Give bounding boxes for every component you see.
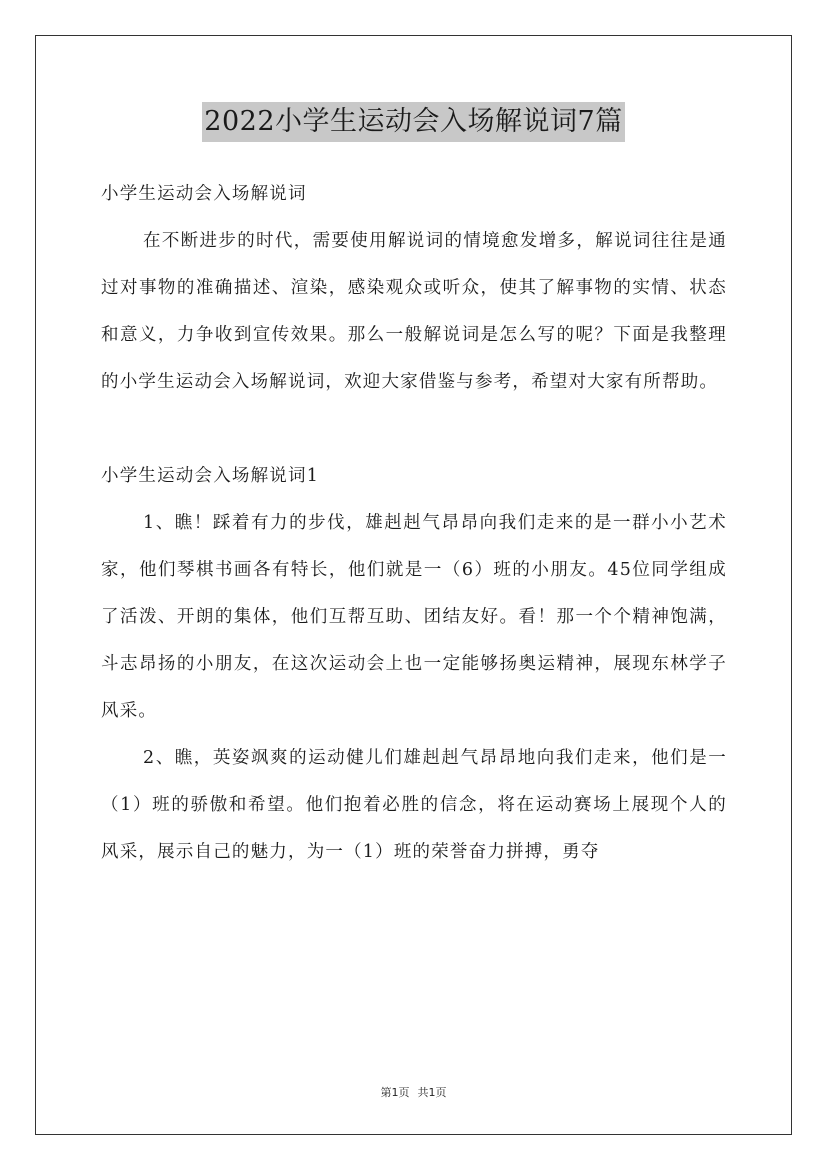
body-paragraph: 2、瞧，英姿飒爽的运动健儿们雄赳赳气昂昂地向我们走来，他们是一（1）班的骄傲和希望。他们抱着必胜的信念，将在运动赛场上展现个人的风采，展示自己的魅力，为一（1）班的荣誉奋力拼搏，勇夺	[101, 748, 727, 862]
body-paragraph: 1、瞧！踩着有力的步伐，雄赳赳气昂昂向我们走来的是一群小小艺术家，他们琴棋书画各有特长，他们就是一（6）班的小朋友。45位同学组成了活泼、开朗的集体，他们互帮互助、团结友好。看！那一个个精神饱满，斗志昂扬的小朋友，在这次运动会上也一定能够扬奥运精神，展现东林学子风采。	[101, 513, 727, 721]
document-title: 2022小学生运动会入场解说词7篇	[0, 100, 827, 142]
intro-paragraph: 在不断进步的时代，需要使用解说词的情境愈发增多，解说词往往是通过对事物的准确描述、渲染，感染观众或听众，使其了解事物的实情、状态和意义，力争收到宣传效果。那么一般解说词是怎么写的呢？下面是我整理的小学生运动会入场解说词，欢迎大家借鉴与参考，希望对大家有所帮助。	[101, 231, 727, 392]
page-footer	[0, 1084, 827, 1100]
spacer	[101, 406, 727, 453]
section-heading: 小学生运动会入场解说词	[101, 184, 307, 204]
document-body	[101, 171, 727, 876]
page-number: 第1页	[380, 1086, 410, 1099]
section-heading: 小学生运动会入场解说词1	[101, 466, 320, 486]
page-total: 共1页	[417, 1086, 447, 1099]
